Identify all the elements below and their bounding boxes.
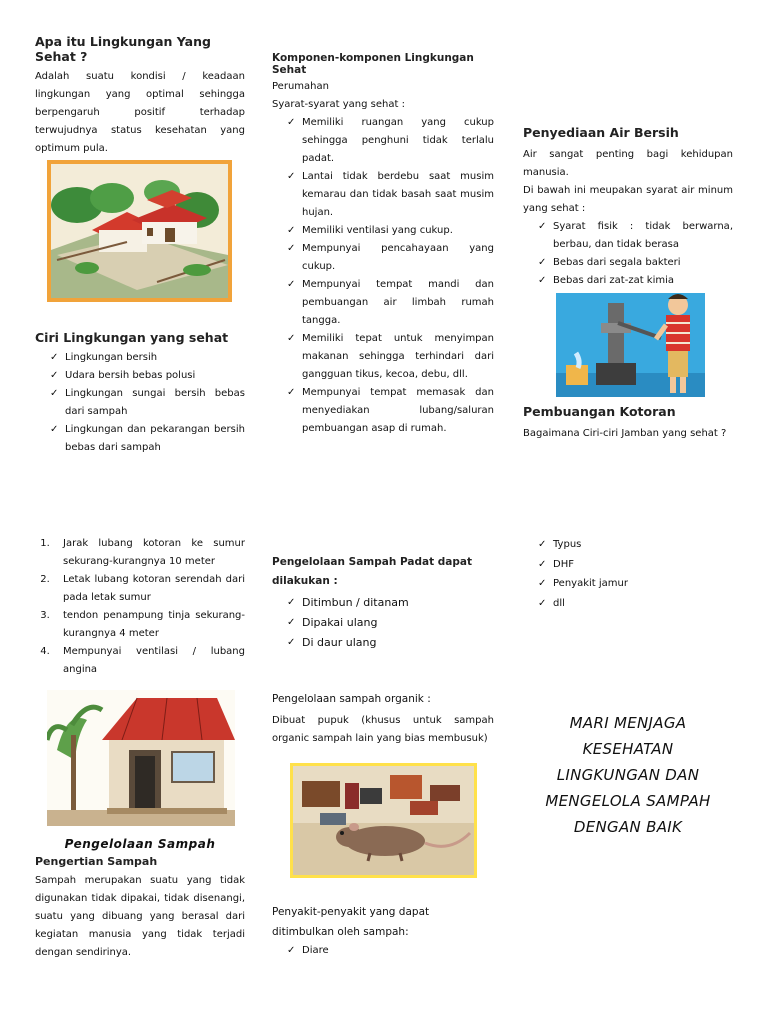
jamban-list — [35, 535, 245, 679]
list-item: 3. tendon penampung tinja sekurang-kurangnya 4 meter — [53, 607, 245, 643]
list-item: ✓ Lingkungan sungai bersih bebas dari sampah — [49, 385, 245, 421]
list-item: ✓ Mempunyai tempat memasak dan menyediakan lubang/saluran pembuangan asap di rumah. — [286, 384, 494, 438]
caption-pengelolaan-sampah: Pengelolaan Sampah — [64, 837, 216, 851]
title-lingkungan-sehat: Apa itu Lingkungan Yang Sehat ? — [35, 34, 211, 64]
ciri-list — [35, 349, 245, 457]
list-item: ✓ Di daur ulang — [286, 633, 494, 653]
title-pengertian-sampah: Pengertian Sampah — [35, 855, 158, 868]
list-item: ✓ Memiliki tepat untuk menyimpan makanan sehingga terhindari dari gangguan tikus, kecoa, debu, dll. — [286, 330, 494, 384]
padat-list — [272, 593, 494, 653]
kotoran-section — [523, 404, 733, 443]
illustration-healthy-houses — [47, 160, 232, 302]
closing-message — [523, 710, 733, 840]
air-text-1: Air sangat penting bagi kehidupan manusia. — [523, 149, 733, 178]
list-item: 4. Mempunyai ventilasi / lubang angina — [53, 643, 245, 679]
list-item: ✓ Typus — [537, 535, 733, 555]
list-item: ✓ Syarat fisik : tidak berwarna, berbau, dan tidak berasa — [537, 218, 733, 254]
illustration-toilet-house — [47, 690, 235, 826]
kotoran-text: Bagaimana Ciri-ciri Jamban yang sehat ? — [523, 428, 727, 439]
title-air-bersih: Penyediaan Air Bersih — [523, 125, 679, 140]
closing-line: KESEHATAN — [582, 740, 674, 758]
list-item: ✓ Diare — [286, 942, 494, 960]
closing-line: DENGAN BAIK — [573, 818, 683, 836]
list-item: ✓ Lingkungan bersih — [49, 349, 245, 367]
air-text-2: Di bawah ini meupakan syarat air minum yang sehat : — [523, 185, 733, 214]
list-item: 2. Letak lubang kotoran serendah dari pada letak sumur — [53, 571, 245, 607]
air-list — [523, 218, 733, 290]
title-ciri: Ciri Lingkungan yang sehat — [35, 330, 229, 345]
list-item: ✓ DHF — [537, 555, 733, 575]
title-sampah-organik: Pengelolaan sampah organik : — [272, 693, 431, 705]
title-sampah-padat: Pengelolaan Sampah Padat dapat dilakukan : — [272, 556, 472, 587]
list-item: ✓ Bebas dari segala bakteri — [537, 254, 733, 272]
subtitle-perumahan: Perumahan — [272, 81, 329, 92]
column-3 — [523, 125, 733, 290]
title-komponen: Komponen-komponen Lingkungan Sehat — [272, 52, 474, 76]
title-penyakit: Penyakit-penyakit yang dapat ditimbulkan oleh sampah: — [272, 906, 430, 938]
list-item: ✓ Ditimbun / ditanam — [286, 593, 494, 613]
illustration-water-pump — [556, 293, 705, 397]
closing-line: MENGELOLA SAMPAH — [545, 792, 711, 810]
pengertian-section — [35, 855, 245, 962]
penyakit-list — [272, 942, 494, 960]
list-item: ✓ Mempunyai pencahayaan yang cukup. — [286, 240, 494, 276]
caption-wrap — [35, 833, 245, 852]
list-item: ✓ Lingkungan dan pekarangan bersih bebas dari sampah — [49, 421, 245, 457]
column-1 — [35, 34, 245, 158]
list-item: ✓ Mempunyai tempat mandi dan pembuangan air limbah rumah tangga. — [286, 276, 494, 330]
penyakit-section — [272, 902, 494, 960]
komponen-list — [272, 114, 494, 438]
ciri-section — [35, 330, 245, 457]
list-item: ✓ Lantai tidak berdebu saat musim kemarau dan tidak basah saat musim hujan. — [286, 168, 494, 222]
closing-line: MARI MENJAGA — [569, 714, 687, 732]
organik-text: Dibuat pupuk (khusus untuk sampah organic sampah lain yang bias membusuk) — [272, 715, 494, 744]
penyakit-lanjutan — [523, 535, 733, 613]
subtitle-syarat: Syarat-syarat yang sehat : — [272, 99, 405, 110]
pengertian-text: Sampah merupakan suatu yang tidak digunakan tidak dipakai, tidak disenangi, suatu yang dibuang yang berasal dari kegiatan manusia yang tidak terjadi dengan sendirinya. — [35, 875, 245, 958]
penyakit-list-2 — [523, 535, 733, 613]
intro-text: Adalah suatu kondisi / keadaan lingkungan yang optimal sehingga berpengaruh positif terhadap terwujudnya status kesehatan yang optimum pula. — [35, 71, 245, 154]
jamban-section — [35, 535, 245, 679]
list-item: ✓ Dipakai ulang — [286, 613, 494, 633]
list-item: ✓ dll — [537, 594, 733, 614]
organik-section — [272, 690, 494, 748]
closing-line: LINGKUNGAN DAN — [556, 766, 700, 784]
title-pembuangan-kotoran: Pembuangan Kotoran — [523, 404, 676, 419]
padat-section — [272, 553, 494, 653]
list-item: ✓ Memiliki ventilasi yang cukup. — [286, 222, 494, 240]
list-item: ✓ Memiliki ruangan yang cukup sehingga penghuni tidak terlalu padat. — [286, 114, 494, 168]
list-item: 1. Jarak lubang kotoran ke sumur sekurang-kurangnya 10 meter — [53, 535, 245, 571]
list-item: ✓ Udara bersih bebas polusi — [49, 367, 245, 385]
column-2 — [272, 52, 494, 438]
list-item: ✓ Penyakit jamur — [537, 574, 733, 594]
illustration-rat-trash — [290, 763, 477, 878]
list-item: ✓ Bebas dari zat-zat kimia — [537, 272, 733, 290]
